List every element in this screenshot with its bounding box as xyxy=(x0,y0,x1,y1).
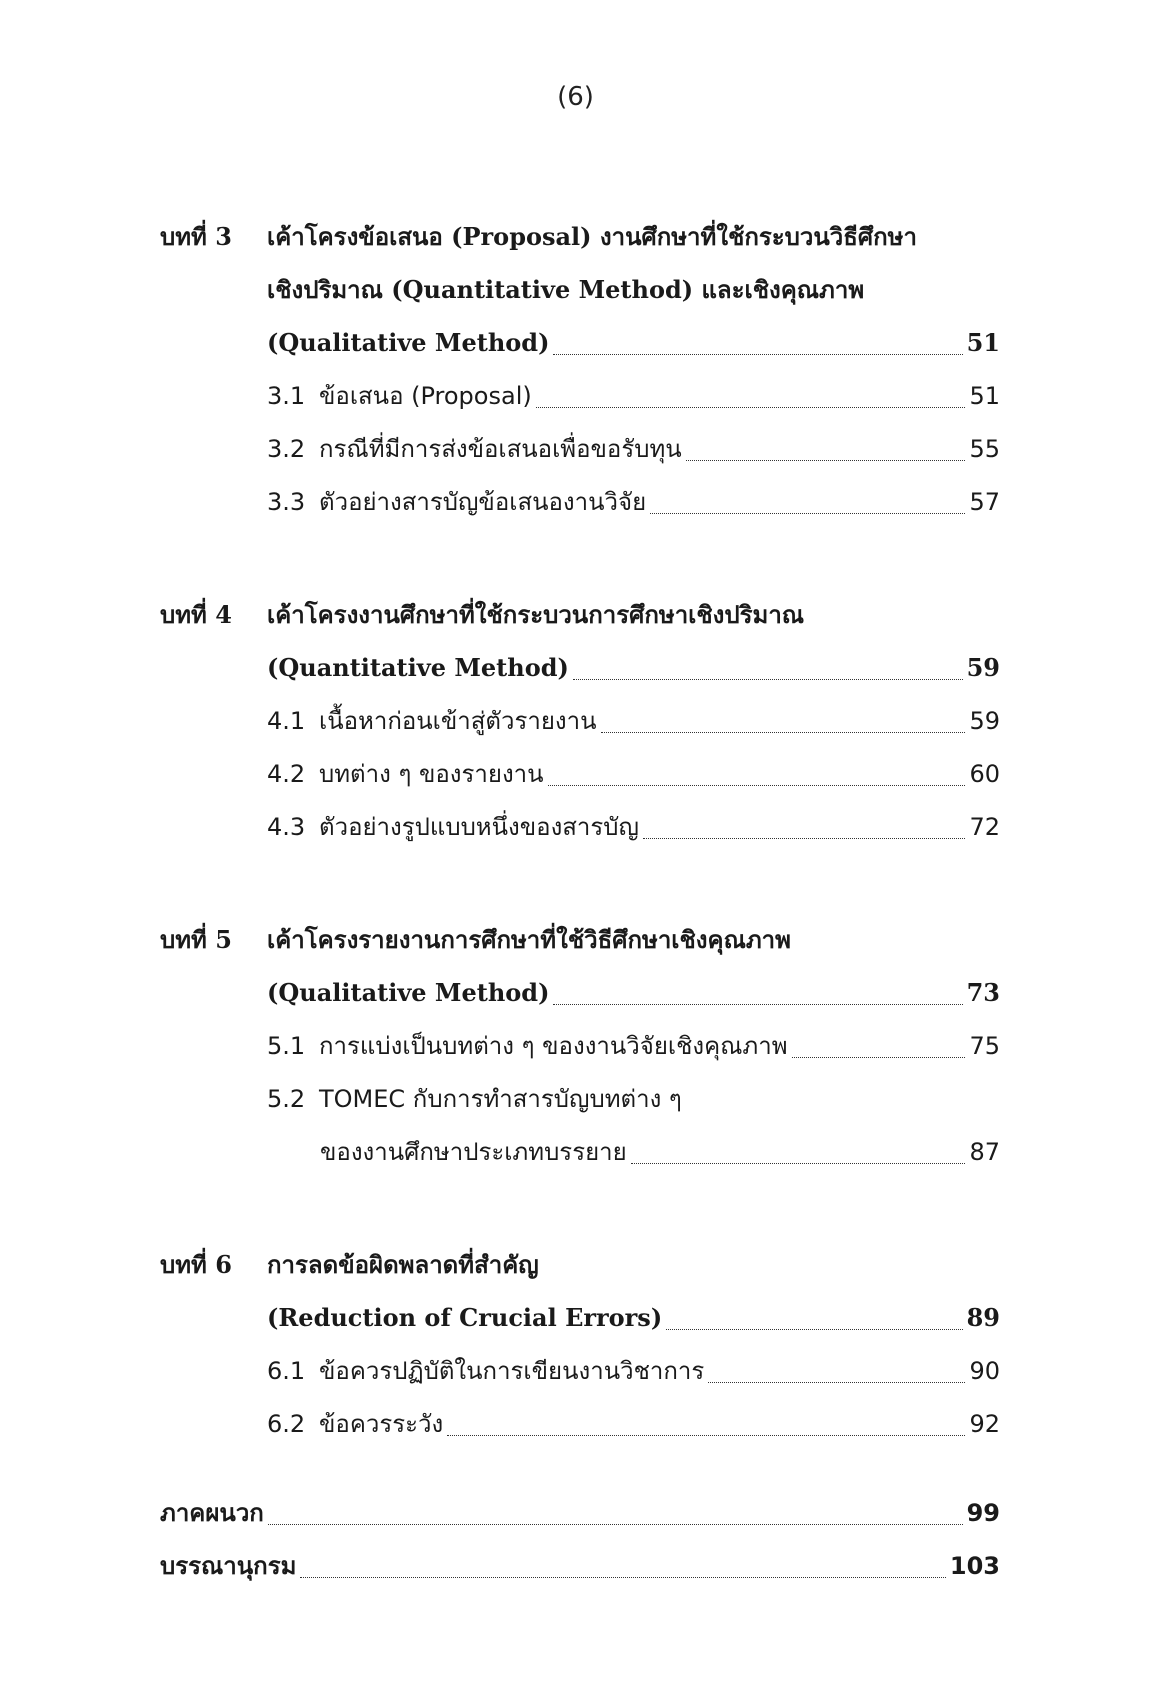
section-page-number: 75 xyxy=(969,1031,1000,1060)
section-label: ข้อควรปฏิบัติในการเขียนงานวิชาการ xyxy=(319,1357,705,1385)
section-label: ตัวอย่างสารบัญข้อเสนองานวิจัย xyxy=(319,488,647,516)
chapter-label: บทที่ 5 xyxy=(160,925,232,954)
chapter-4 xyxy=(160,588,1000,853)
section-label: ข้อเสนอ (Proposal) xyxy=(319,382,532,410)
section-number: 4.2 xyxy=(267,760,306,788)
section-number: 3.3 xyxy=(267,488,306,516)
section-entry[interactable] xyxy=(267,747,1000,800)
dot-leader xyxy=(631,1163,966,1164)
dot-leader xyxy=(643,838,965,839)
section-number: 3.1 xyxy=(267,382,306,410)
chapter-title: (Qualitative Method) xyxy=(267,328,550,357)
section-entry[interactable] xyxy=(267,1019,1000,1072)
dot-leader xyxy=(650,513,965,514)
section-entry[interactable] xyxy=(267,1072,1000,1125)
section-entry[interactable] xyxy=(267,800,1000,853)
chapter-page-number: 51 xyxy=(966,328,1000,357)
section-title xyxy=(267,1404,443,1443)
chapter-heading-line[interactable] xyxy=(160,913,1000,966)
chapter-title-last-line xyxy=(267,316,1000,369)
chapter-title: การลดข้อผิดพลาดที่สำคัญ xyxy=(267,1250,539,1279)
section-page-number: 72 xyxy=(969,812,1000,841)
section-entry[interactable] xyxy=(267,1397,1000,1450)
dot-leader xyxy=(268,1524,963,1525)
chapter-label: บทที่ 3 xyxy=(160,222,232,251)
chapter-title-last-line xyxy=(267,966,1000,1019)
section-page-number: 57 xyxy=(969,487,1000,516)
dot-leader xyxy=(553,354,962,355)
section-title xyxy=(267,701,597,740)
section-entry[interactable] xyxy=(267,1344,1000,1397)
section-title xyxy=(267,429,682,468)
section-label: ตัวอย่างรูปแบบหนึ่งของสารบัญ xyxy=(319,813,639,841)
section-label: บทต่าง ๆ ของรายงาน xyxy=(319,760,544,788)
section-entry[interactable] xyxy=(267,369,1000,422)
section-title xyxy=(267,1026,788,1065)
dot-leader xyxy=(573,679,963,680)
section-label: เนื้อหาก่อนเข้าสู่ตัวรายงาน xyxy=(319,707,597,735)
dot-leader xyxy=(666,1329,962,1330)
chapter-title-last-line xyxy=(267,1291,1000,1344)
back-matter-entry-bibliography[interactable] xyxy=(160,1539,1000,1592)
dot-leader xyxy=(536,407,966,408)
section-label: ของงานศึกษาประเภทบรรยาย xyxy=(320,1138,627,1166)
section-title xyxy=(267,807,639,846)
chapter-page-number: 73 xyxy=(966,978,1000,1007)
dot-leader xyxy=(708,1382,965,1383)
dot-leader xyxy=(601,732,966,733)
chapter-title: เค้าโครงงานศึกษาที่ใช้กระบวนการศึกษาเชิงปริมาณ xyxy=(267,600,805,629)
section-title xyxy=(267,754,544,793)
section-page-number: 55 xyxy=(969,434,1000,463)
section-number: 4.3 xyxy=(267,813,306,841)
chapter-label: บทที่ 6 xyxy=(160,1250,232,1279)
dot-leader xyxy=(792,1057,966,1058)
section-number: 6.1 xyxy=(267,1357,306,1385)
section-entry[interactable] xyxy=(267,422,1000,475)
chapter-3 xyxy=(160,210,1000,528)
dot-leader xyxy=(686,460,966,461)
page-number: (6) xyxy=(557,82,594,112)
chapter-title-continuation xyxy=(267,263,1000,316)
section-number: 6.2 xyxy=(267,1410,306,1438)
back-matter-label: ภาคผนวก xyxy=(160,1499,264,1527)
section-title xyxy=(267,1079,682,1118)
chapter-title-last-line xyxy=(267,641,1000,694)
section-title xyxy=(267,1351,704,1390)
section-page-number: 59 xyxy=(969,706,1000,735)
chapter-label: บทที่ 4 xyxy=(160,600,232,629)
chapter-6 xyxy=(160,1238,1000,1450)
section-label: ข้อควรระวัง xyxy=(319,1410,444,1438)
section-page-number: 90 xyxy=(969,1356,1000,1385)
section-entry-continuation[interactable] xyxy=(320,1125,1000,1178)
section-page-number: 92 xyxy=(969,1409,1000,1438)
dot-leader xyxy=(447,1435,965,1436)
back-matter-page-number: 103 xyxy=(949,1551,1000,1580)
chapter-title: เค้าโครงรายงานการศึกษาที่ใช้วิธีศึกษาเชิงคุณภาพ xyxy=(267,925,791,954)
chapter-5 xyxy=(160,913,1000,1178)
section-entry[interactable] xyxy=(267,694,1000,747)
section-label: กรณีที่มีการส่งข้อเสนอเพื่อขอรับทุน xyxy=(319,435,682,463)
table-of-contents xyxy=(160,210,1000,1450)
back-matter-entry-appendix[interactable] xyxy=(160,1486,1000,1539)
section-entry[interactable] xyxy=(267,475,1000,528)
back-matter-page-number: 99 xyxy=(966,1498,1000,1527)
chapter-heading-line[interactable] xyxy=(160,210,1000,263)
back-matter-label: บรรณานุกรม xyxy=(160,1552,297,1580)
chapter-heading-line[interactable] xyxy=(160,1238,1000,1291)
dot-leader xyxy=(553,1004,962,1005)
back-matter xyxy=(160,1486,1000,1592)
section-number: 5.1 xyxy=(267,1032,306,1060)
section-number: 5.2 xyxy=(267,1085,306,1113)
section-title xyxy=(267,482,646,521)
chapter-title: เค้าโครงข้อเสนอ (Proposal) งานศึกษาที่ใช้กระบวนวิธีศึกษา xyxy=(267,222,917,251)
section-label: TOMEC กับการทำสารบัญบทต่าง ๆ xyxy=(319,1085,682,1113)
chapter-title: เชิงปริมาณ (Quantitative Method) และเชิงคุณภาพ xyxy=(267,275,865,304)
chapter-title: (Reduction of Crucial Errors) xyxy=(267,1303,663,1332)
section-title xyxy=(267,376,532,415)
chapter-page-number: 89 xyxy=(966,1303,1000,1332)
chapter-page-number: 59 xyxy=(966,653,1000,682)
chapter-heading-line[interactable] xyxy=(160,588,1000,641)
section-number: 3.2 xyxy=(267,435,306,463)
section-page-number: 87 xyxy=(969,1137,1000,1166)
dot-leader xyxy=(548,785,966,786)
section-page-number: 51 xyxy=(969,381,1000,410)
section-label: การแบ่งเป็นบทต่าง ๆ ของงานวิจัยเชิงคุณภาพ xyxy=(319,1032,788,1060)
dot-leader xyxy=(300,1577,945,1578)
chapter-title: (Qualitative Method) xyxy=(267,978,550,1007)
section-number: 4.1 xyxy=(267,707,306,735)
section-page-number: 60 xyxy=(969,759,1000,788)
chapter-title: (Quantitative Method) xyxy=(267,653,569,682)
